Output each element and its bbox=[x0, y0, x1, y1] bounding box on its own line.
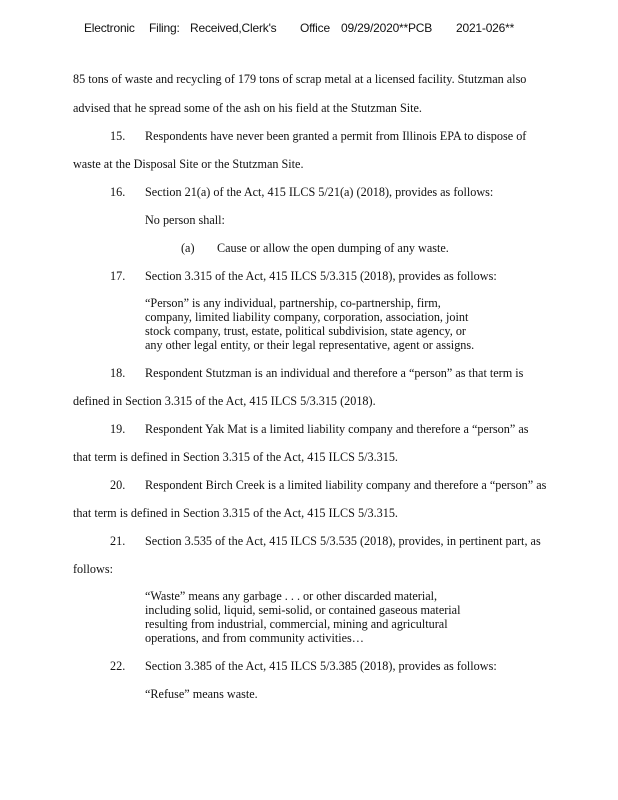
block-quote bbox=[145, 296, 505, 352]
quote-line: including solid, liquid, semi-solid, or contained gaseous material bbox=[145, 603, 461, 617]
filing-header bbox=[0, 21, 618, 37]
list-label: (a) bbox=[181, 241, 195, 255]
text-line: Respondent Yak Mat is a limited liability company and therefore a “person” as bbox=[145, 422, 529, 436]
quote-line: operations, and from community activities… bbox=[145, 631, 364, 645]
paragraph-number: 16. bbox=[110, 185, 126, 199]
text-line: Cause or allow the open dumping of any waste. bbox=[217, 241, 449, 255]
paragraph-number: 22. bbox=[110, 659, 126, 673]
header-electronic: Electronic bbox=[84, 21, 135, 35]
paragraph-number: 19. bbox=[110, 422, 126, 436]
quote-line: “Person” is any individual, partnership, co-partnership, firm, bbox=[145, 296, 441, 310]
paragraph-number: 15. bbox=[110, 129, 126, 143]
text-line: advised that he spread some of the ash on his field at the Stutzman Site. bbox=[73, 101, 422, 115]
text-line: Respondent Stutzman is an individual and therefore a “person” as that term is bbox=[145, 366, 524, 380]
quote-line: any other legal entity, or their legal representative, agent or assigns. bbox=[145, 338, 475, 352]
paragraph-number: 18. bbox=[110, 366, 126, 380]
text-line: Section 3.385 of the Act, 415 ILCS 5/3.385 (2018), provides as follows: bbox=[145, 659, 497, 673]
text-line: “Refuse” means waste. bbox=[145, 687, 258, 701]
header-filing: Filing: bbox=[149, 21, 180, 35]
header-office: Office bbox=[300, 21, 330, 35]
header-received: Received,Clerk's bbox=[190, 21, 277, 35]
block-quote bbox=[145, 589, 505, 645]
text-line: that term is defined in Section 3.315 of the Act, 415 ILCS 5/3.315. bbox=[73, 450, 398, 464]
text-line: No person shall: bbox=[145, 213, 225, 227]
header-date: 09/29/2020**PCB bbox=[341, 21, 433, 35]
quote-line: company, limited liability company, corporation, association, joint bbox=[145, 310, 469, 324]
quote-line: “Waste” means any garbage . . . or other discarded material, bbox=[145, 589, 438, 603]
quote-line: stock company, trust, estate, political subdivision, state agency, or bbox=[145, 324, 466, 338]
paragraph-number: 17. bbox=[110, 269, 126, 283]
text-line: Section 3.535 of the Act, 415 ILCS 5/3.535 (2018), provides, in pertinent part, as bbox=[145, 534, 541, 548]
text-line: follows: bbox=[73, 562, 113, 576]
quote-line: resulting from industrial, commercial, mining and agricultural bbox=[145, 617, 448, 631]
text-line: that term is defined in Section 3.315 of the Act, 415 ILCS 5/3.315. bbox=[73, 506, 398, 520]
paragraph-number: 20. bbox=[110, 478, 126, 492]
text-line: 85 tons of waste and recycling of 179 tons of scrap metal at a licensed facility. Stutzman also bbox=[73, 72, 527, 86]
header-case: 2021-026** bbox=[456, 21, 515, 35]
text-line: waste at the Disposal Site or the Stutzman Site. bbox=[73, 157, 304, 171]
text-line: Respondents have never been granted a permit from Illinois EPA to dispose of bbox=[145, 129, 527, 143]
paragraph-number: 21. bbox=[110, 534, 126, 548]
text-line: Section 3.315 of the Act, 415 ILCS 5/3.315 (2018), provides as follows: bbox=[145, 269, 497, 283]
text-line: Section 21(a) of the Act, 415 ILCS 5/21(a) (2018), provides as follows: bbox=[145, 185, 494, 199]
text-line: Respondent Birch Creek is a limited liability company and therefore a “person” as bbox=[145, 478, 547, 492]
text-line: defined in Section 3.315 of the Act, 415 ILCS 5/3.315 (2018). bbox=[73, 394, 376, 408]
